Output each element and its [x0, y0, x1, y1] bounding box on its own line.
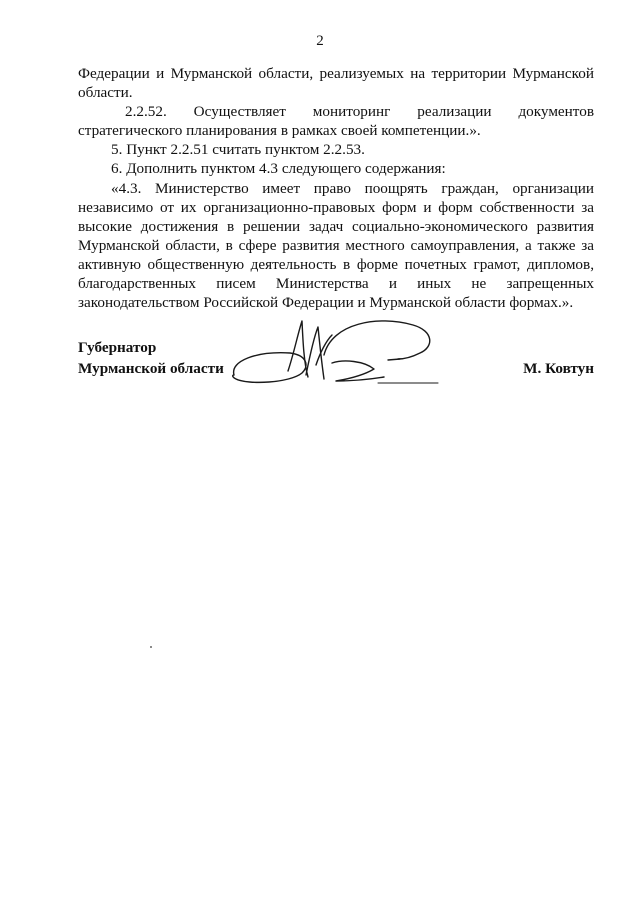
paragraph-2-2-52: 2.2.52. Осуществляет мониторинг реализации документов: [125, 103, 594, 121]
document-body: [78, 64, 594, 312]
paragraph-item-5: 5. Пункт 2.2.51 считать пунктом 2.2.53.: [111, 141, 365, 159]
paragraph-2-2-52-continuation: стратегического планирования в рамках своей компетенции.».: [78, 122, 481, 140]
signatory-name: М. Ковтун: [523, 360, 594, 377]
scan-speck: [150, 646, 152, 648]
paragraph-4-3: «4.3. Министерство имеет право поощрять граждан, организации независимо от их организационно-правовых форм и форм собственности за высокие достижения в решении задач социально-экономического развития Мурманской области, в сфере развития местного самоуправления, а также за активную общественную деятельность в форме почетных грамот, дипломов, благодарственных писем Министерства и иных не запрещенных законодательством Российской Федерации и Мурманской области формах.».: [78, 179, 594, 312]
handwritten-signature: [228, 313, 443, 393]
paragraph-federation-continuation: Федерации и Мурманской области, реализуемых на территории Мурманской области.: [78, 65, 594, 102]
signatory-title-line1: Губернатор: [78, 339, 157, 356]
signatory-title-line2: Мурманской области: [78, 360, 224, 377]
paragraph-item-6: 6. Дополнить пунктом 4.3 следующего содержания:: [111, 160, 446, 178]
page-number: 2: [316, 33, 324, 49]
